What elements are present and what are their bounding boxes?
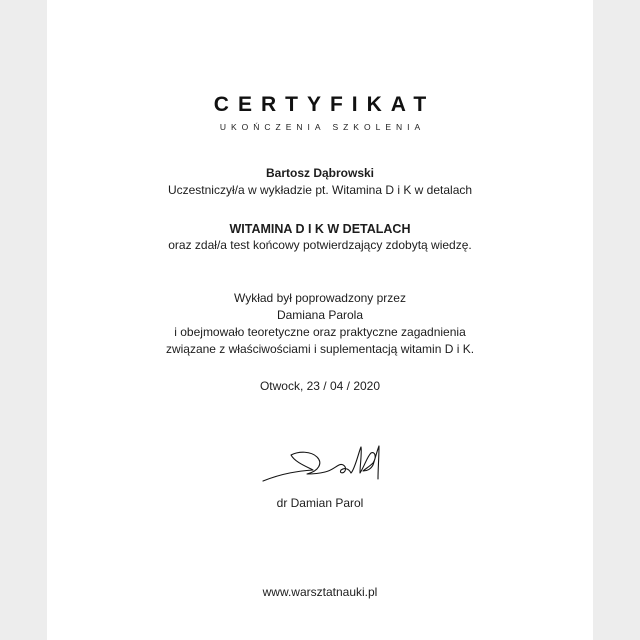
test-text: oraz zdał/a test końcowy potwierdzający zdobytą wiedzę. bbox=[168, 238, 472, 252]
website-link[interactable]: www.warsztatnauki.pl bbox=[262, 585, 378, 599]
lecture-line-4: związane z właściwościami i suplementacją witamin D i K. bbox=[165, 342, 475, 356]
certificate-page bbox=[47, 0, 593, 640]
lecture-line-2: Damiana Parola bbox=[276, 308, 364, 322]
lecture-line-3: i obejmowało teoretyczne oraz praktyczne zagadnienia bbox=[174, 325, 466, 339]
place-date: Otwock, 23 / 04 / 2020 bbox=[259, 379, 381, 393]
signatory-name: dr Damian Parol bbox=[276, 496, 364, 510]
certificate-title: CERTYFIKAT bbox=[213, 93, 436, 116]
certificate-subtitle: UKOŃCZENIA SZKOLENIA bbox=[219, 122, 426, 132]
course-title: WITAMINA D I K W DETALACH bbox=[229, 222, 411, 236]
participant-name: Bartosz Dąbrowski bbox=[265, 166, 375, 180]
signature-image bbox=[261, 443, 383, 485]
participation-text: Uczestniczył/a w wykładzie pt. Witamina D i K w detalach bbox=[167, 183, 473, 197]
lecture-line-1: Wykład był poprowadzony przez bbox=[234, 291, 406, 305]
